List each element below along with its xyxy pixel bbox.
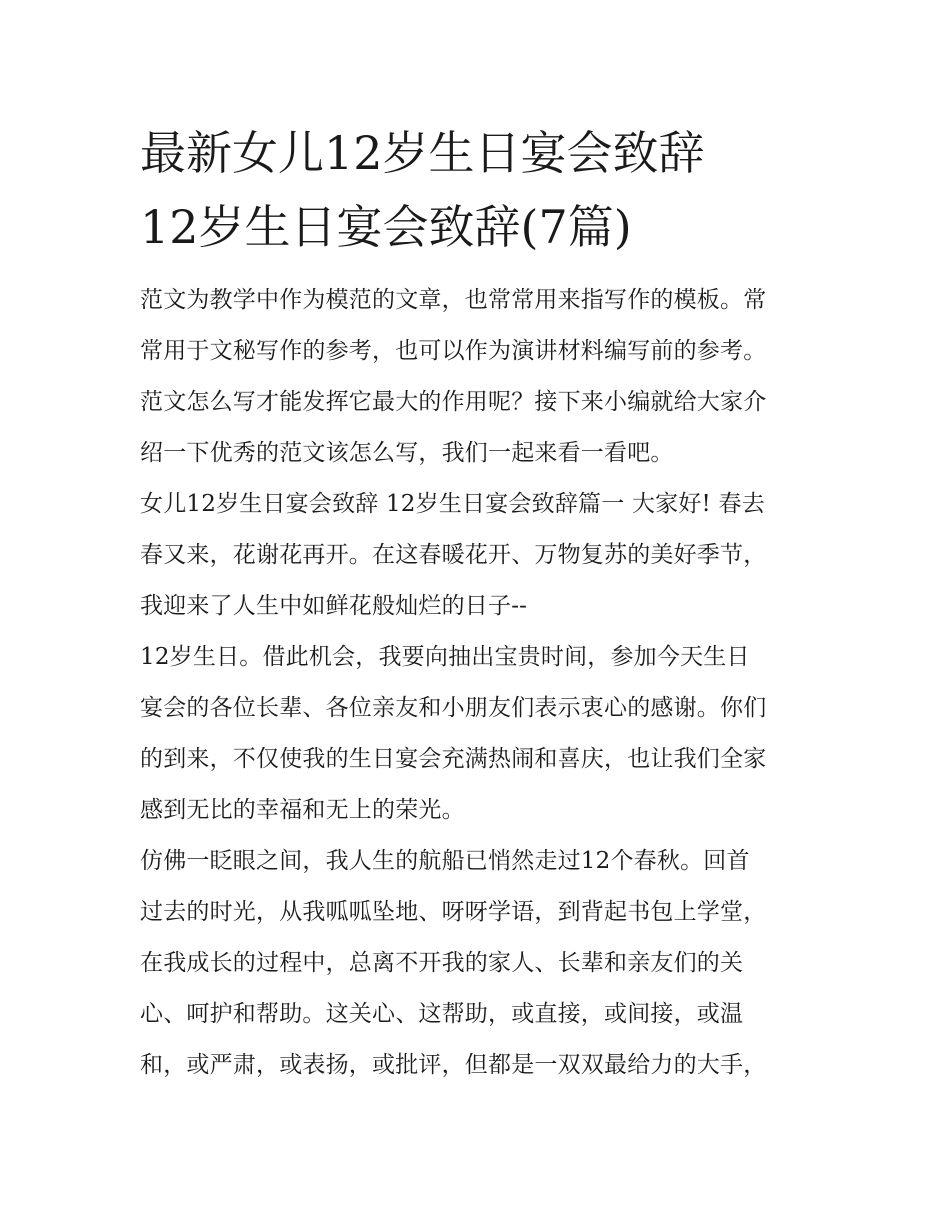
text-line: 宴会的各位长辈、各位亲友和小朋友们表示衷心的感谢。你们 [140,695,767,721]
text-line: 常用于文秘写作的参考，也可以作为演讲材料编写前的参考。 [140,338,767,364]
text-line: 春又来，花谢花再开。在这春暖花开、万物复苏的美好季节， [140,542,767,568]
text-line: 过去的时光，从我呱呱坠地、呀呀学语，到背起书包上学堂， [140,899,767,925]
text-line: 的到来，不仅使我的生日宴会充满热闹和喜庆，也让我们全家 [140,746,767,772]
text-line: 仿佛一眨眼之间，我人生的航船已悄然走过12个春秋。回首 [140,848,750,874]
text-line: 在我成长的过程中，总离不开我的家人、长辈和亲友们的关 [140,950,744,976]
document-body [140,280,830,1096]
text-line: 心、呵护和帮助。这关心、这帮助，或直接，或间接，或温 [140,1001,744,1027]
document-title [140,116,830,264]
text-line: 我迎来了人生中如鲜花般灿烂的日子-- [140,593,528,619]
text-line: 范文为教学中作为模范的文章，也常常用来指写作的模板。常 [140,287,767,313]
title-line-1: 最新女儿12岁生日宴会致辞 [140,126,705,180]
text-line: 感到无比的幸福和无上的荣光。 [140,797,465,823]
text-line: 绍一下优秀的范文该怎么写，我们一起来看一看吧。 [140,440,674,466]
text-line: 和，或严肃，或表扬，或批评，但都是一双双最给力的大手， [140,1052,767,1078]
text-line: 12岁生日。借此机会，我要向抽出宝贵时间，参加今天生日 [140,644,750,670]
text-line: 女儿12岁生日宴会致辞 12岁生日宴会致辞篇一 大家好! 春去 [140,491,765,517]
title-line-2: 12岁生日宴会致辞(7篇) [140,200,632,254]
text-line: 范文怎么写才能发挥它最大的作用呢？接下来小编就给大家介 [140,389,767,415]
